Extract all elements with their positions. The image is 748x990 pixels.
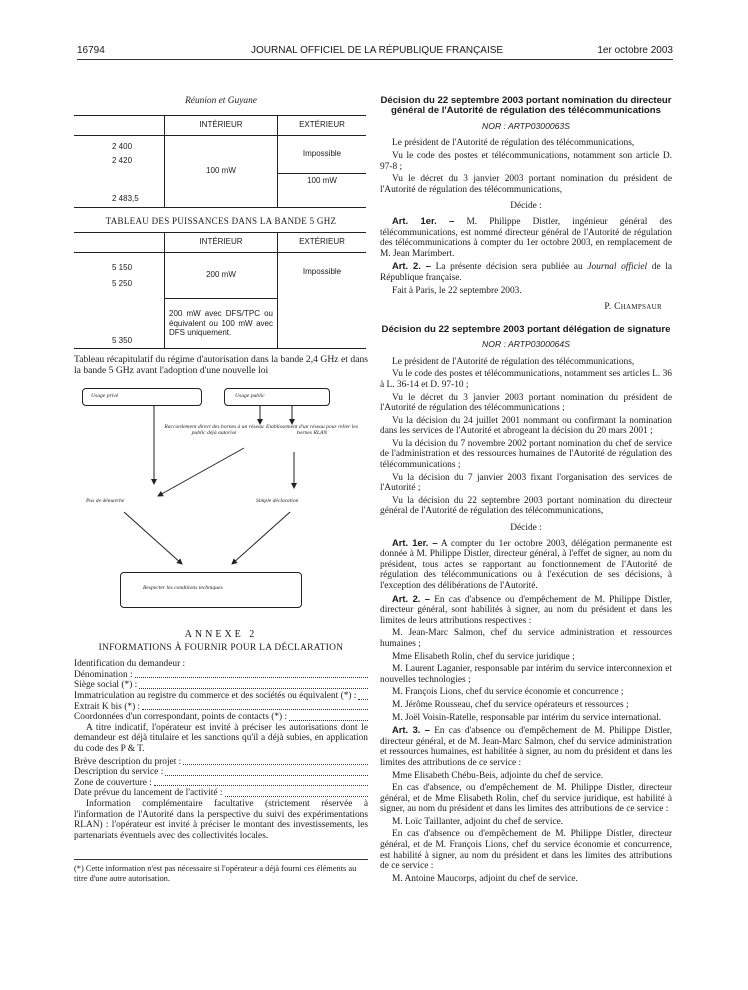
decision1-nor: NOR : ARTP0300063S [482,120,570,131]
dotted-line [154,784,368,786]
article-label: Art. 1er. – [392,214,455,226]
decision2-tail-para: M. Loïc Taillanter, adjoint du chef de service. [392,816,564,827]
decision1-title: Décision du 22 septembre 2003 portant nomination du directeur général de l'Autorité de régulation des télécommunications [380,95,672,117]
decision2-para: Vu la décision du 22 septembre 2003 portant nomination du directeur général de l'Autorité de régulation des télécommunications, [380,495,672,517]
article-label: Art. 2. – [392,260,431,272]
table1-head-empty [74,115,165,135]
usage-public-label: Usage public [235,393,265,399]
table1-head-interieur: INTÉRIEUR [165,115,278,135]
decision2-tail-para: Mme Elisabeth Chébu-Beis, adjointe du chef de service. [392,770,604,781]
freq-5350: 5 350 [74,299,165,349]
decision1-para: Le président de l'Autorité de régulation des télécommunications, [392,138,635,149]
para-information-complementaire: Information complémentaire facultative (strictement réservée à l'information de l'Autorité dans la perspective du suivi des expérimentations RLAN) : l'opérateur est invité à préciser le montant des investissements, les partenariats éventuels avec des collectivités locales. [74,798,368,841]
article-text: La présente décision sera publiée au [435,262,583,273]
dotted-line [165,774,368,776]
decision2-nor: NOR : ARTP0300064S [482,339,570,350]
authorization-flowchart [74,384,368,624]
table1-interieur: 100 mW [165,135,278,207]
header-rule [77,59,673,60]
decision2-title: Décision du 22 septembre 2003 portant délégation de signature [381,323,671,335]
decision2-tail-para: En cas d'absence ou d'empêchement de M. Philippe Distler, directeur général, et de M. François Lions, chef du service économie et concurrence, est habilité à signer, au nom du président et dans les limites des attributions de ce service : [380,829,672,872]
decision2-para: Vu le code des postes et télécommunications, notamment ses articles L. 36 à L. 36-14 et D. 97-10 ; [380,369,672,390]
journal-title: JOURNAL OFFICIEL DE LA RÉPUBLIQUE FRANÇAISE [251,45,504,56]
delegate-list-item: M. Laurent Laganier, responsable par intérim du service interconnexion et nouvelles technologies ; [380,664,672,685]
form-line-kbis [74,702,368,713]
delegate-list-item: M. Joël Voisin-Ratelle, responsable par intérim du service international. [392,712,662,723]
dotted-line [135,676,368,678]
decision2-tail-para: M. Antoine Maucorps, adjoint du chef de service. [392,873,578,884]
article-label: Art. 3. – [392,724,431,736]
decision1-para: Vu le décret du 3 janvier 2003 portant nomination du président de l'Autorité de régulation des télécommunications, [380,174,672,195]
decision1-para: Vu le code des postes et télécommunications, notamment son article D. 97-8 ; [380,151,672,172]
decision2-article3 [380,725,672,768]
form-line-label: Brève description du projet : [74,756,182,767]
dotted-line [225,795,369,797]
table1-exterieur-bottom: 100 mW [278,173,367,207]
form-line-label: Immatriculation au registre du commerce et des sociétés ou équivalent (*) : [74,690,357,701]
decision2-article1 [380,538,672,592]
form-line-label: Dénomination : [74,669,133,680]
freq-5250: 5 250 [112,278,133,288]
article-text: En cas d'absence ou d'empêchement de M. Philippe Distler, directeur général, et de M. Jean-Marc Salmon, chef du service administration et ressources humaines, est habilitée à signer, au nom du président et dans les limites des attributions de ce service : [380,726,672,768]
decision1-fait: Fait à Paris, le 22 septembre 2003. [392,285,522,296]
form-line-siege [74,680,368,691]
decision2-tail-para: En cas d'absence, ou d'empêchement de M. Philippe Distler, directeur général, et de Mme Elisabeth Rolin, chef du service juridique, est habilité à signer, au nom du président et dans les limites des attributions de ce service : [380,783,672,815]
left-column [74,96,368,883]
usage-prive-box [82,388,202,406]
decision2-article2 [380,594,672,627]
table-5ghz [74,232,366,349]
usage-public-box [224,388,330,406]
dotted-line [183,763,368,765]
decision2-para: Vu le décret du 3 janvier 2003 portant nomination du président de l'Autorité de régulation des télécommunications ; [380,392,672,414]
dotted-line [358,698,368,700]
decision2-para: Vu la décision du 7 novembre 2002 portant nomination du chef de service de l'administration et des ressources humaines de l'Autorité de régulation des télécommunications ; [380,438,672,471]
form-line-label: Extrait K bis (*) : [74,701,141,712]
dotted-line [142,708,368,710]
decision1-signature: P. Champsaur [604,302,662,313]
respecter-label: Respecter les conditions techniques [143,585,223,591]
table-2-4ghz [74,115,366,208]
delegate-list-item: M. Jean-Marc Salmon, chef du service administration et ressources humaines ; [380,628,672,649]
article-text: M. Philippe Distler, ingénieur général des télécommunications, est nommé directeur général de l'Autorité de régulation des télécommunications à compter du 1er octobre 2003, en remplacement de M. Jean Marimbert. [380,216,673,259]
table2-interieur-top: 200 mW [165,253,278,299]
decision2-para: Vu la décision du 7 janvier 2003 fixant l'organisation des services de l'Autorité ; [380,472,672,494]
article-text: En cas d'absence ou d'empêchement de M. Philippe Distler, directeur général, sont habilités à signer, au nom du président et dans les limites de leurs attributions respectives : [380,594,672,626]
article-label: Art. 2. – [392,592,431,604]
table2-caption: TABLEAU DES PUISSANCES DANS LA BANDE 5 GHZ [105,215,337,226]
table1-freq-top [74,135,165,173]
freq-5150: 5 150 [112,262,133,272]
table2-head-interieur: INTÉRIEUR [165,233,278,253]
form-line-date [74,788,368,799]
form-line-coordonnees [74,712,368,723]
dotted-line [289,719,368,721]
table2-interieur-bottom: 200 mW avec DFS/TPC ou équivalent ou 100 mW avec DFS uniquement. [165,299,278,349]
annexe-title: ANNEXE 2 [184,629,258,640]
annexe-subtitle: INFORMATIONS À FOURNIR POUR LA DÉCLARATION [98,642,344,653]
form-line-label: Siège social (*) : [74,680,138,691]
right-column [380,96,672,886]
footnote: (*) Cette information n'est pas nécessaire si l'opérateur a déjà fourni ces éléments au titre d'une autre autorisation. [74,859,368,883]
freq-2483: 2 483,5 [74,173,165,207]
dotted-line [139,687,368,689]
form-line-immatriculation [74,691,368,702]
raccordement-label: Raccordement direct des bornes à un réseau public déjà autorisé [164,424,264,437]
table2-freq-top [74,253,165,299]
article-label: Art. 1er. – [392,536,438,548]
table2-exterieur: Impossible [278,253,367,349]
form-line-label: Date prévue du lancement de l'activité : [74,788,223,799]
issue-date: 1er octobre 2003 [597,45,673,56]
delegate-list-item: Mme Elisabeth Rolin, chef du service juridique ; [392,651,575,662]
decision2-para: Vu la décision du 24 juillet 2001 nommant ou confirmant la nomination dans les services de l'Autorité et abrogeant la décision du 20 mars 2001 ; [380,415,672,437]
journal-officiel-italic: Journal officiel [587,262,648,273]
table1-exterieur-top: Impossible [278,135,367,173]
form-line-label: Zone de couverture : [74,777,152,788]
decision1-article1 [380,216,672,259]
recap-caption: Tableau récapitulatif du régime d'autorisation dans la bande 2,4 GHz et dans la bande 5 GHz avant l'adoption d'une nouvelle loi [74,354,368,376]
usage-prive-label: Usage privé [91,393,119,399]
page-number: 16794 [77,45,105,56]
respecter-box [120,572,302,608]
form-intro: Identification du demandeur : [74,659,186,670]
article-text: de la République française. [380,262,673,283]
decision2-para: Le président de l'Autorité de régulation des télécommunications, [392,356,635,367]
table1-caption: Réunion et Guyane [185,96,257,106]
form-line-label: Coordonnées d'un correspondant, points de contacts (*) : [74,712,288,723]
form-line-zone [74,778,368,789]
table1-head-exterieur: EXTÉRIEUR [278,115,367,135]
form-line-projet [74,757,368,768]
decision1-article2 [380,261,672,283]
para-a-titre-indicatif: A titre indicatif, l'opérateur est invité à préciser les autorisations dont le demandeur est déjà titulaire et les sanctions qu'il a déjà subies, en application du code des P & T. [74,722,368,754]
form-line-label: Description du service : [74,767,164,778]
decision2-decide: Décide : [510,523,542,534]
freq-2400: 2 400 [112,142,133,152]
form-line-service [74,767,368,778]
delegate-list-item: M. Jérôme Rousseau, chef du service opérateurs et ressources ; [392,699,629,710]
delegate-list-item: M. François Lions, chef du service économie et concurrence ; [392,687,624,698]
table2-head-exterieur: EXTÉRIEUR [278,233,367,253]
form-line-denomination [74,670,368,681]
etablissement-label: Etablissement d'un réseau pour relier les bornes RLAN [266,424,358,437]
article-text: A compter du 1er octobre 2003, délégation permanente est donnée à M. Philippe Distler, directeur général, à l'effet de signer, au nom du président, tous actes se rapportant au fonctionnement de l'Autorité de régulation des télécommunications ou à l'exécution de ses décisions, à l'exception des délibérations de l'Autorité. [380,538,672,591]
pas-demarche-label: Pas de démarche [86,498,125,504]
freq-2420: 2 420 [112,156,133,166]
simple-declaration-label: Simple déclaration [256,498,299,504]
decision1-decide: Décide : [510,201,542,212]
table2-head-empty [74,233,165,253]
